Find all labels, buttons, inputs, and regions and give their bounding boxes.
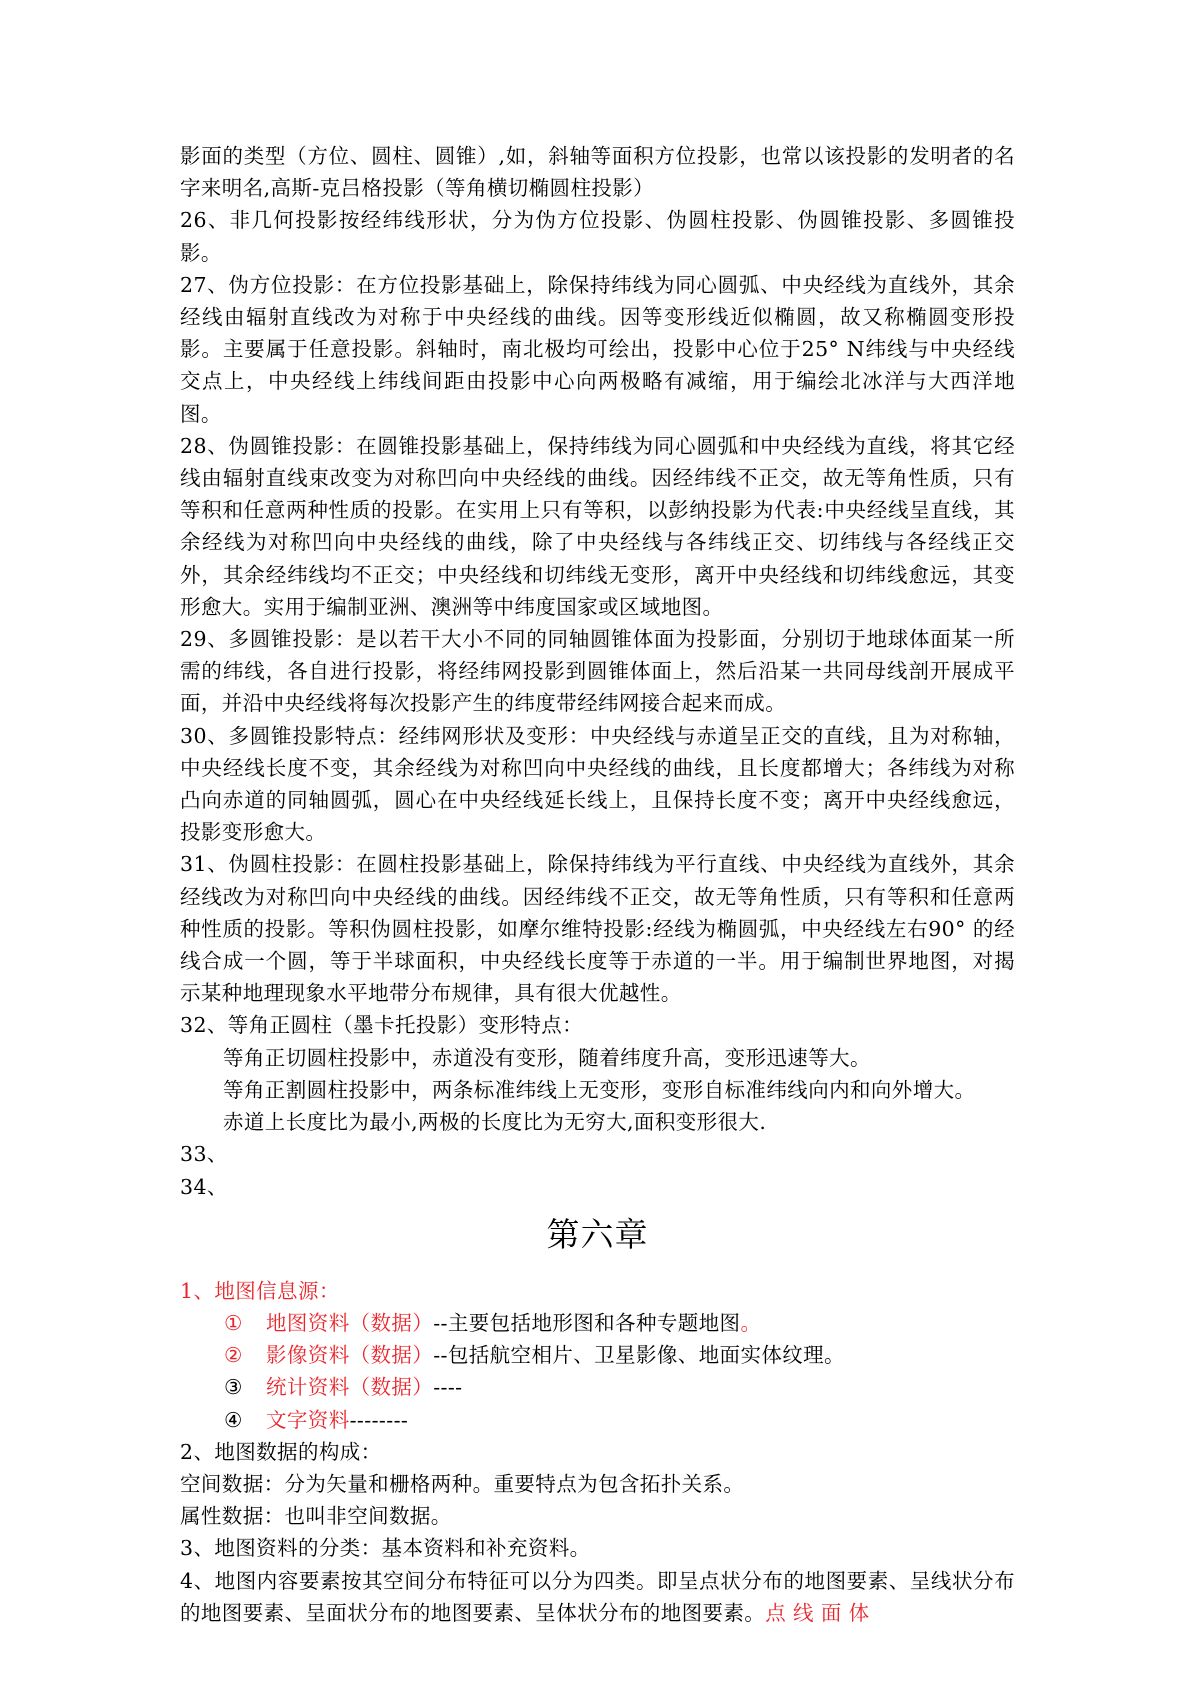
paragraph-attribute-data: 属性数据：也叫非空间数据。 (180, 1504, 452, 1529)
item-desc: -------- (349, 1407, 409, 1432)
paragraph-26: 26、非几何投影按经纬线形状，分为伪方位投影、伪圆柱投影、伪圆锥投影、多圆锥投影。 (180, 208, 1015, 265)
paragraph-32: 32、等角正圆柱（墨卡托投影）变形特点： (180, 1013, 584, 1038)
item-number: ① (224, 1310, 243, 1335)
highlight-text: 点 线 面 体 (765, 1600, 870, 1625)
item-number: ④ (224, 1407, 243, 1432)
item-desc: ---- (433, 1375, 463, 1400)
section-heading-info-source: 1、地图信息源： (180, 1278, 340, 1303)
paragraph-30: 30、多圆锥投影特点：经纬网形状及变形：中央经线与赤道呈正交的直线，且为对称轴，中央经线长度不变，其余经线为对称凹向中央经线的曲线，且长度都增大；各纬线为对称凸向赤道的同轴圆弧，圆心在中央经线延长线上，且保持长度不变；离开中央经线愈远，投影变形愈大。 (180, 723, 1015, 845)
item-label: 文字资料 (266, 1407, 350, 1432)
list-item (180, 1339, 1015, 1371)
list-item (180, 1404, 1015, 1436)
item-label: 统计资料（数据） (266, 1375, 434, 1400)
paragraph-text: 4、地图内容要素按其空间分布特征可以分为四类。即呈点状分布的地图要素、呈线状分布的地图要素、呈面状分布的地图要素、呈体状分布的地图要素。 (180, 1568, 1015, 1625)
indented-line: 等角正切圆柱投影中，赤道没有变形，随着纬度升高，变形迅速等大。 (223, 1045, 871, 1070)
paragraph-27: 27、伪方位投影：在方位投影基础上，除保持纬线为同心圆弧、中央经线为直线外，其余经线由辐射直线改为对称于中央经线的曲线。因等变形线近似椭圆，故又称椭圆变形投影。主要属于任意投影。斜轴时，南北极均可绘出，投影中心位于25° N纬线与中央经线交点上，中央经线上纬线间距由投影中心向两极略有减缩，用于编绘北冰洋与大西洋地图。 (180, 272, 1015, 426)
item-end: 。 (740, 1310, 762, 1335)
item-desc: --包括航空相片、卫星影像、地面实体纹理。 (433, 1343, 845, 1368)
item-number: ② (224, 1343, 243, 1368)
paragraph-element-types (180, 1565, 1015, 1629)
paragraph-intro: 影面的类型（方位、圆柱、圆锥）,如，斜轴等面积方位投影，也常以该投影的发明者的名字来明名,高斯-克吕格投影（等角横切椭圆柱投影） (180, 144, 1015, 201)
item-label: 地图资料（数据） (266, 1310, 434, 1335)
empty-item-33: 33、 (180, 1142, 228, 1167)
list-item (180, 1371, 1015, 1403)
empty-item-34: 34、 (180, 1174, 228, 1199)
list-item (180, 1307, 1015, 1339)
item-label: 影像资料（数据） (266, 1343, 434, 1368)
paragraph-28: 28、伪圆锥投影：在圆锥投影基础上，保持纬线为同心圆弧和中央经线为直线，将其它经线由辐射直线束改变为对称凹向中央经线的曲线。因经纬线不正交，故无等角性质，只有等积和任意两种性质的投影。在实用上只有等积，以彭纳投影为代表:中央经线呈直线，其余经线为对称凹向中央经线的曲线，除了中央经线与各纬线正交、切纬线与各经线正交外，其余经纬线均不正交；中央经线和切纬线无变形，离开中央经线和切纬线愈远，其变形愈大。实用于编制亚洲、澳洲等中纬度国家或区域地图。 (180, 433, 1015, 619)
paragraph-31: 31、伪圆柱投影：在圆柱投影基础上，除保持纬线为平行直线、中央经线为直线外，其余经线改为对称凹向中央经线的曲线。因经纬线不正交，故无等角性质，只有等积和任意两种性质的投影。等积伪圆柱投影，如摩尔维特投影:经线为椭圆弧，中央经线左右90° 的经线合成一个圆，等于半球面积，中央经线长度等于赤道的一半。用于编制世界地图，对揭示某种地理现象水平地带分布规律，具有很大优越性。 (180, 852, 1015, 1006)
document-page (180, 140, 1015, 1629)
paragraph-29: 29、多圆锥投影：是以若干大小不同的同轴圆锥体面为投影面，分别切于地球体面某一所需的纬线，各自进行投影，将经纬网投影到圆锥体面上，然后沿某一共同母线剖开展成平面，并沿中央经线将每次投影产生的纬度带经纬网接合起来而成。 (180, 627, 1015, 716)
indented-line: 赤道上长度比为最小,两极的长度比为无穷大,面积变形很大. (223, 1110, 767, 1135)
paragraph-data-composition: 2、地图数据的构成： (180, 1439, 382, 1464)
indented-line: 等角正割圆柱投影中，两条标准纬线上无变形，变形自标准纬线向内和向外增大。 (223, 1077, 976, 1102)
chapter-title: 第六章 (546, 1214, 649, 1254)
paragraph-spatial-data: 空间数据：分为矢量和栅格两种。重要特点为包含拓扑关系。 (180, 1471, 745, 1496)
item-number: ③ (224, 1375, 243, 1400)
item-desc: --主要包括地形图和各种专题地图 (433, 1310, 741, 1335)
paragraph-data-classification: 3、地图资料的分类：基本资料和补充资料。 (180, 1536, 591, 1561)
